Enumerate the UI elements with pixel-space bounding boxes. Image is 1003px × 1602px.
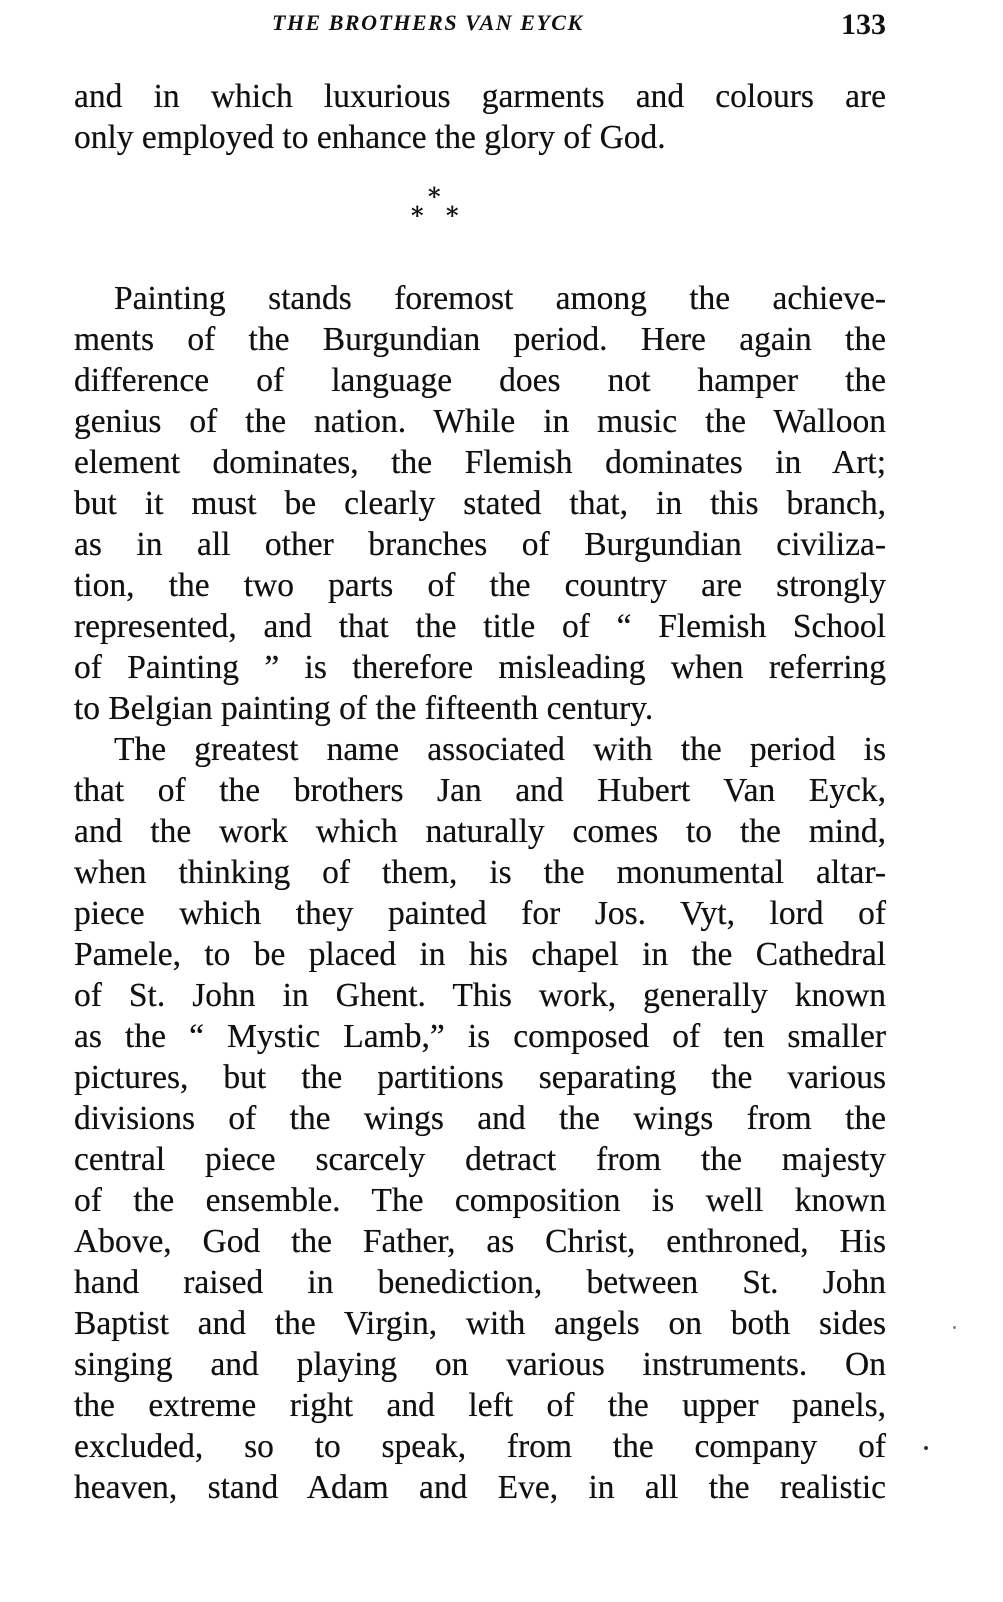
- text-line: represented, and that the title of “ Flemish School: [74, 608, 886, 645]
- page-number: 133: [841, 8, 886, 41]
- text-line: as in all other branches of Burgundian civiliza-: [74, 526, 886, 563]
- text-line: of St. John in Ghent. This work, generally known: [74, 977, 886, 1014]
- running-title: THE BROTHERS VAN EYCK: [272, 10, 584, 35]
- text-line: to Belgian painting of the fifteenth century.: [74, 690, 654, 727]
- text-line: pictures, but the partitions separating the various: [74, 1059, 886, 1096]
- text-line: that of the brothers Jan and Hubert Van Eyck,: [74, 772, 886, 809]
- text-line: hand raised in benediction, between St. John: [74, 1264, 886, 1301]
- text-line: Above, God the Father, as Christ, enthroned, His: [74, 1223, 886, 1260]
- text-line: tion, the two parts of the country are strongly: [74, 567, 886, 604]
- text-line: Baptist and the Virgin, with angels on both sides: [74, 1305, 886, 1342]
- scan-speck: [953, 1326, 956, 1329]
- text-line: Pamele, to be placed in his chapel in the Cathedral: [74, 936, 886, 973]
- text-line: singing and playing on various instruments. On: [74, 1346, 886, 1383]
- text-line: excluded, so to speak, from the company of: [74, 1428, 886, 1465]
- asterism-star: *: [446, 201, 459, 230]
- text-line: as the “ Mystic Lamb,” is composed of ten smaller: [74, 1018, 886, 1055]
- book-page: [74, 0, 886, 1508]
- text-line: central piece scarcely detract from the majesty: [74, 1141, 886, 1178]
- text-line: Painting stands foremost among the achieve-: [114, 280, 886, 317]
- text-line: heaven, stand Adam and Eve, in all the realistic: [74, 1469, 886, 1506]
- text-line: divisions of the wings and the wings from the: [74, 1100, 886, 1137]
- scan-speck: [924, 1446, 928, 1450]
- text-line: only employed to enhance the glory of God.: [74, 119, 666, 156]
- text-line: but it must be clearly stated that, in this branch,: [74, 485, 886, 522]
- running-head: [74, 0, 886, 50]
- text-line: and in which luxurious garments and colours are: [74, 78, 886, 115]
- asterism-star: *: [428, 182, 441, 211]
- text-line: difference of language does not hamper the: [74, 362, 886, 399]
- text-line: when thinking of them, is the monumental altar-: [74, 854, 886, 891]
- text-line: and the work which naturally comes to the mind,: [74, 813, 886, 850]
- text-line: of Painting ” is therefore misleading when referring: [74, 649, 886, 686]
- paragraph-painting: [74, 278, 886, 729]
- opening-fragment: [74, 76, 886, 158]
- text-line: of the ensemble. The composition is well known: [74, 1182, 886, 1219]
- text-line: the extreme right and left of the upper panels,: [74, 1387, 886, 1424]
- text-line: The greatest name associated with the period is: [114, 731, 886, 768]
- text-line: piece which they painted for Jos. Vyt, lord of: [74, 895, 886, 932]
- asterism-star: *: [411, 201, 424, 230]
- paragraph-van-eyck: [74, 729, 886, 1508]
- text-line: element dominates, the Flemish dominates in Art;: [74, 444, 886, 481]
- text-line: genius of the nation. While in music the Walloon: [74, 403, 886, 440]
- text-line: ments of the Burgundian period. Here again the: [74, 321, 886, 358]
- section-break-asterism: [74, 158, 886, 278]
